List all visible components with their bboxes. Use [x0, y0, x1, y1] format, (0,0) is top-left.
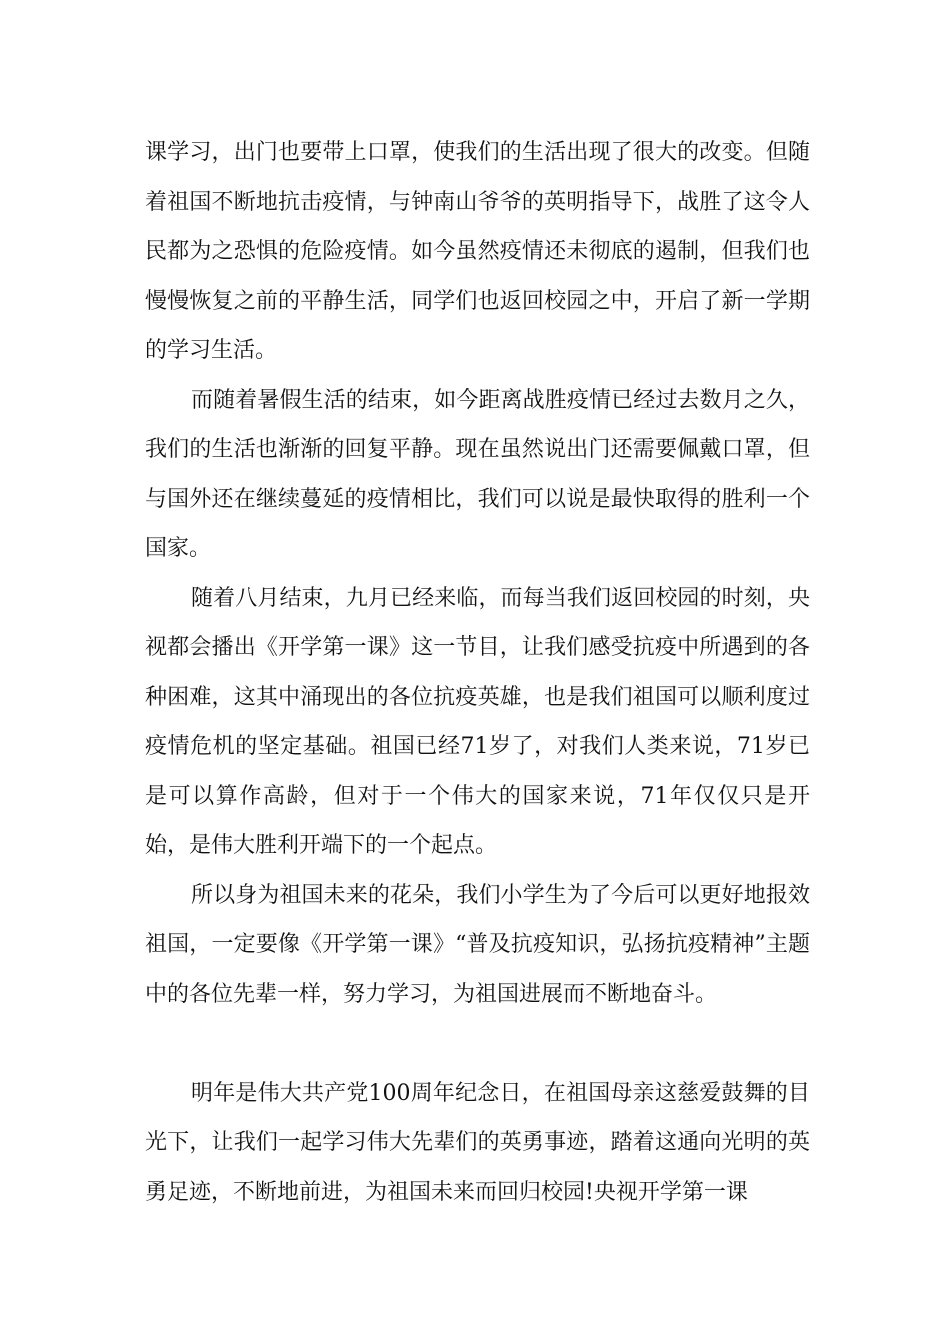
paragraph-2: 而随着暑假生活的结束，如今距离战胜疫情已经过去数月之久，我们的生活也渐渐的回复平静。现在虽然说出门还需要佩戴口罩，但与国外还在继续蔓延的疫情相比，我们可以说是最快取得的胜利一个国家。 [145, 387, 810, 561]
document-page [145, 128, 810, 1217]
paragraph-spacer [145, 1019, 810, 1069]
paragraph-1: 课学习，出门也要带上口罩，使我们的生活出现了很大的改变。但随着祖国不断地抗击疫情，与钟南山爷爷的英明指导下，战胜了这令人民都为之恐惧的危险疫情。如今虽然疫情还未彻底的遏制，但我们也慢慢恢复之前的平静生活，同学们也返回校园之中，开启了新一学期的学习生活。 [145, 140, 810, 363]
paragraph-4: 所以身为祖国未来的花朵，我们小学生为了今后可以更好地报效祖国，一定要像《开学第一课》“普及抗疫知识，弘扬抗疫精神”主题中的各位先辈一样，努力学习，为祖国进展而不断地奋斗。 [145, 882, 810, 1007]
paragraph-5: 明年是伟大共产党100周年纪念日，在祖国母亲这慈爱鼓舞的目光下，让我们一起学习伟大先辈们的英勇事迹，踏着这通向光明的英勇足迹，不断地前进，为祖国未来而回归校园!央视开学第一课 [145, 1080, 810, 1205]
paragraph-3: 随着八月结束，九月已经来临，而每当我们返回校园的时刻，央视都会播出《开学第一课》这一节目，让我们感受抗疫中所遇到的各种困难，这其中涌现出的各位抗疫英雄，也是我们祖国可以顺利度过疫情危机的坚定基础。祖国已经71岁了，对我们人类来说，71岁已是可以算作高龄，但对于一个伟大的国家来说，71年仅仅只是开始，是伟大胜利开端下的一个起点。 [145, 585, 810, 858]
